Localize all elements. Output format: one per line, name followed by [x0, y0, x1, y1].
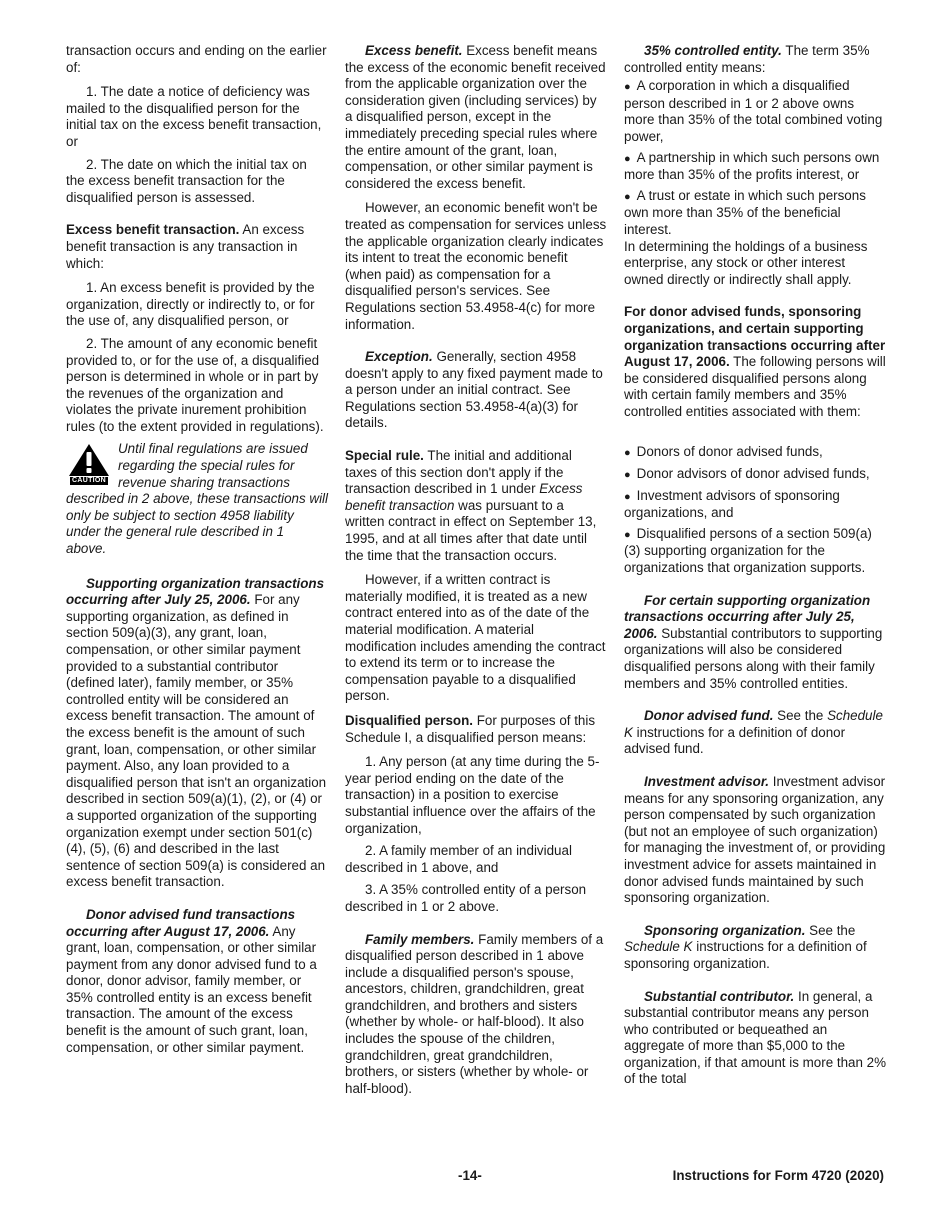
bullet-text: A trust or estate in which such persons own more than 35% of the beneficial interest.	[624, 187, 866, 237]
donor-advised-fund-section	[624, 708, 888, 758]
exception-section	[345, 349, 607, 432]
section-text: An excess benefit transaction is any transaction in which:	[66, 222, 305, 271]
bullet-text: A partnership in which such persons own more than 35% of the profits interest, or	[624, 149, 880, 183]
column-2	[345, 43, 607, 1105]
bullet-item	[624, 526, 888, 577]
column-3	[624, 43, 888, 1096]
bullet-text: Investment advisors of sponsoring organizations, and	[624, 487, 840, 521]
section-heading: Excess benefit.	[365, 43, 463, 58]
donor-advised-fund-transactions-section	[66, 907, 328, 1056]
caution-icon	[66, 443, 112, 487]
section-heading: Sponsoring organization.	[644, 922, 806, 938]
section-text: Family members of a disqualified person described in 1 above include a disqualified person's spouse, ancestors, children, grandchildren, great grandchildren, and brothers and sisters (whether by whole- or half-blood). It also includes the spouse of the children, grandchildren, great grandchildren, brothers, or sisters (whether by whole- or half-blood).	[345, 931, 604, 1096]
form-title: Instructions for Form 4720 (2020)	[672, 1168, 884, 1183]
list-item: 2. A family member of an individual described in 1 above, and	[345, 843, 572, 875]
section-text: instructions for a definition of sponsoring organization.	[624, 939, 867, 971]
paragraph: transaction occurs and ending on the earlier of:	[66, 43, 327, 75]
section-heading: Supporting organization transactions occurring after July 25, 2006.	[66, 575, 325, 608]
bullet-icon: ●	[624, 528, 631, 541]
section-text: Any grant, loan, compensation, or other similar payment from any donor advised fund to a donor, donor advisor, family member, or 35% controlled entity is an excess benefit transaction. The amount of the excess benefit is the amount of such grant, loan, compensation, or other similar payment.	[66, 923, 317, 1055]
list-item: 2. The date on which the initial tax on the excess benefit transaction for the disqualified person is assessed.	[66, 156, 307, 205]
excess-benefit-transaction-section	[66, 222, 328, 272]
caution-note	[66, 441, 328, 557]
page-number: -14-	[458, 1168, 482, 1183]
section-text: Substantial contributors to supporting organizations will also be considered disqualified persons along with their family members and 35% controlled entities.	[624, 625, 883, 691]
list-item: 1. The date a notice of deficiency was mailed to the disqualified person for the initial tax on the excess benefit transaction, or	[66, 84, 322, 149]
section-heading: Substantial contributor.	[644, 988, 795, 1004]
bullet-item	[624, 78, 888, 145]
section-heading: Disqualified person.	[345, 712, 473, 728]
italic-reference: Schedule K	[624, 939, 693, 955]
section-heading: Investment advisor.	[644, 773, 770, 789]
section-text: The initial and additional taxes of this section don't apply if the transaction described in 1 under	[345, 448, 572, 497]
bullet-icon: ●	[624, 81, 631, 94]
investment-advisor-section	[624, 774, 888, 907]
section-heading: Exception.	[365, 349, 433, 365]
section-text: Generally, section 4958 doesn't apply to any fixed payment made to a person under an initial contract. See Regulations section 53.4958-4(a)(3) for details.	[345, 349, 603, 431]
sponsoring-organization-section	[624, 923, 888, 973]
disqualified-person-section	[345, 713, 607, 746]
supporting-organization-section	[66, 576, 328, 891]
section-heading: Donor advised fund transactions occurring after August 17, 2006.	[66, 906, 296, 939]
bullet-item	[624, 488, 888, 522]
controlled-entity-section	[624, 43, 888, 76]
section-text: Excess benefit means the excess of the economic benefit received from the applicable organization over the consideration given (including services) by a disqualified person, except in the immediately preceding special rules where the entire amount of the grant, loan, compensation, or other similar payment is considered the excess benefit.	[345, 43, 606, 191]
bullet-item	[624, 444, 888, 462]
section-text: For any supporting organization, as defined in section 509(a)(3), any grant, loan, compensation, or other similar payment provided to a substantial contributor (defined later), family member, or 35% controlled entity will be considered an excess benefit transaction. The amount of the excess benefit is the amount of such grant, loan, compensation, or other similar payment. Also, any loan provided to a disqualified person that isn't an organization described in section 509(a)(1), (2), or (4) or a supported organization of the supporting organization exempt under section 501(c)(4), (5), (6) and described in the last sentence of section 509(a) is considered an excess benefit transaction.	[66, 592, 327, 890]
section-text: See the	[773, 708, 828, 724]
section-text: The following persons will be considered disqualified persons along with certain family members and 35% controlled entities associated with them:	[624, 354, 886, 419]
paragraph: However, an economic benefit won't be treated as compensation for services unless the applicable organization clearly indicates its intent to treat the economic benefit (when paid) as compensation for a disqualified person's services. See Regulations section 53.4958-4(c) for more information.	[345, 200, 607, 332]
section-text: For purposes of this Schedule I, a disqualified person means:	[345, 712, 596, 745]
section-text: Investment advisor means for any sponsoring organization, any person compensated by such organization (but not an employee of such organization) for managing the investment of, or providing investment advice for assets maintained in donor advised funds maintained by such sponsoring organization.	[624, 773, 886, 906]
bullet-icon: ●	[624, 469, 631, 482]
section-heading: Special rule.	[345, 448, 424, 464]
bullet-text: Disqualified persons of a section 509(a)(3) supporting organization for the organizations that organization supports.	[624, 525, 872, 576]
section-text: In general, a substantial contributor means any person who contributed or bequeathed an aggregate of more than $5,000 to the organization, if that amount is more than 2% of the total	[624, 988, 887, 1087]
substantial-contributor-section	[624, 989, 888, 1089]
caution-label: CAUTION	[72, 477, 106, 485]
list-item: 1. Any person (at any time during the 5-year period ending on the date of the transaction) in a position to exercise substantial influence over the affairs of the organization,	[345, 754, 600, 836]
section-heading: For donor advised funds, sponsoring organizations, and certain supporting organization transactions occurring after August 17, 2006.	[624, 304, 886, 370]
section-heading: Excess benefit transaction.	[66, 222, 240, 238]
section-heading: Donor advised fund.	[644, 708, 774, 724]
list-item: 1. An excess benefit is provided by the organization, directly or indirectly to, or for the use of, any disqualified person, or	[66, 280, 315, 329]
bullet-icon: ●	[624, 490, 631, 503]
bullet-item	[624, 188, 888, 239]
column-1	[66, 43, 328, 1064]
certain-supporting-organization-section	[624, 593, 888, 693]
section-text: instructions for a definition of donor advised fund.	[624, 724, 846, 757]
caution-text: Until final regulations are issued regarding the special rules for revenue sharing transactions described in 2 above, these transactions will only be subject to section 4958 liability under the general rule described in 1 above.	[66, 441, 329, 557]
italic-reference: Schedule K	[624, 708, 883, 740]
section-heading: For certain supporting organization transactions occurring after July 25, 2006.	[624, 592, 871, 641]
paragraph: However, if a written contract is materially modified, it is treated as a new contract entered into as of the date of the material modification. A material modification includes amending the contract to extend its term or to increase the compensation payable to a disqualified person.	[345, 572, 606, 704]
bullet-text: Donor advisors of donor advised funds,	[636, 466, 870, 482]
bullet-item	[624, 150, 888, 184]
bullet-icon: ●	[624, 152, 631, 165]
italic-reference: Excess benefit transaction	[345, 481, 583, 513]
family-members-section	[345, 932, 607, 1098]
section-text: The term 35% controlled entity means:	[624, 43, 870, 75]
section-text: was pursuant to a written contract in effect on September 13, 1995, and at all times after that date until the time that the transaction occurs.	[345, 497, 597, 563]
donor-advised-funds-section	[624, 304, 888, 420]
special-rule-section	[345, 448, 607, 564]
list-item: 2. The amount of any economic benefit provided to, or for the use of, a disqualified person is determined in whole or in part by the revenues of the organization and violates the private inurement prohibition rules (to the extent provided in regulations).	[66, 335, 324, 434]
bullet-icon: ●	[624, 447, 631, 460]
section-heading: 35% controlled entity.	[644, 43, 782, 58]
bullet-text: Donors of donor advised funds,	[636, 444, 823, 460]
paragraph: In determining the holdings of a business enterprise, any stock or other interest owned directly or indirectly shall apply.	[624, 238, 868, 287]
excess-benefit-section	[345, 43, 607, 192]
list-item: 3. A 35% controlled entity of a person described in 1 or 2 above.	[345, 882, 587, 914]
bullet-text: A corporation in which a disqualified person described in 1 or 2 above owns more than 35% of the total combined voting power,	[624, 78, 883, 144]
section-text: See the	[805, 922, 856, 938]
bullet-item	[624, 466, 888, 484]
bullet-icon: ●	[624, 190, 631, 203]
section-heading: Family members.	[365, 931, 475, 947]
